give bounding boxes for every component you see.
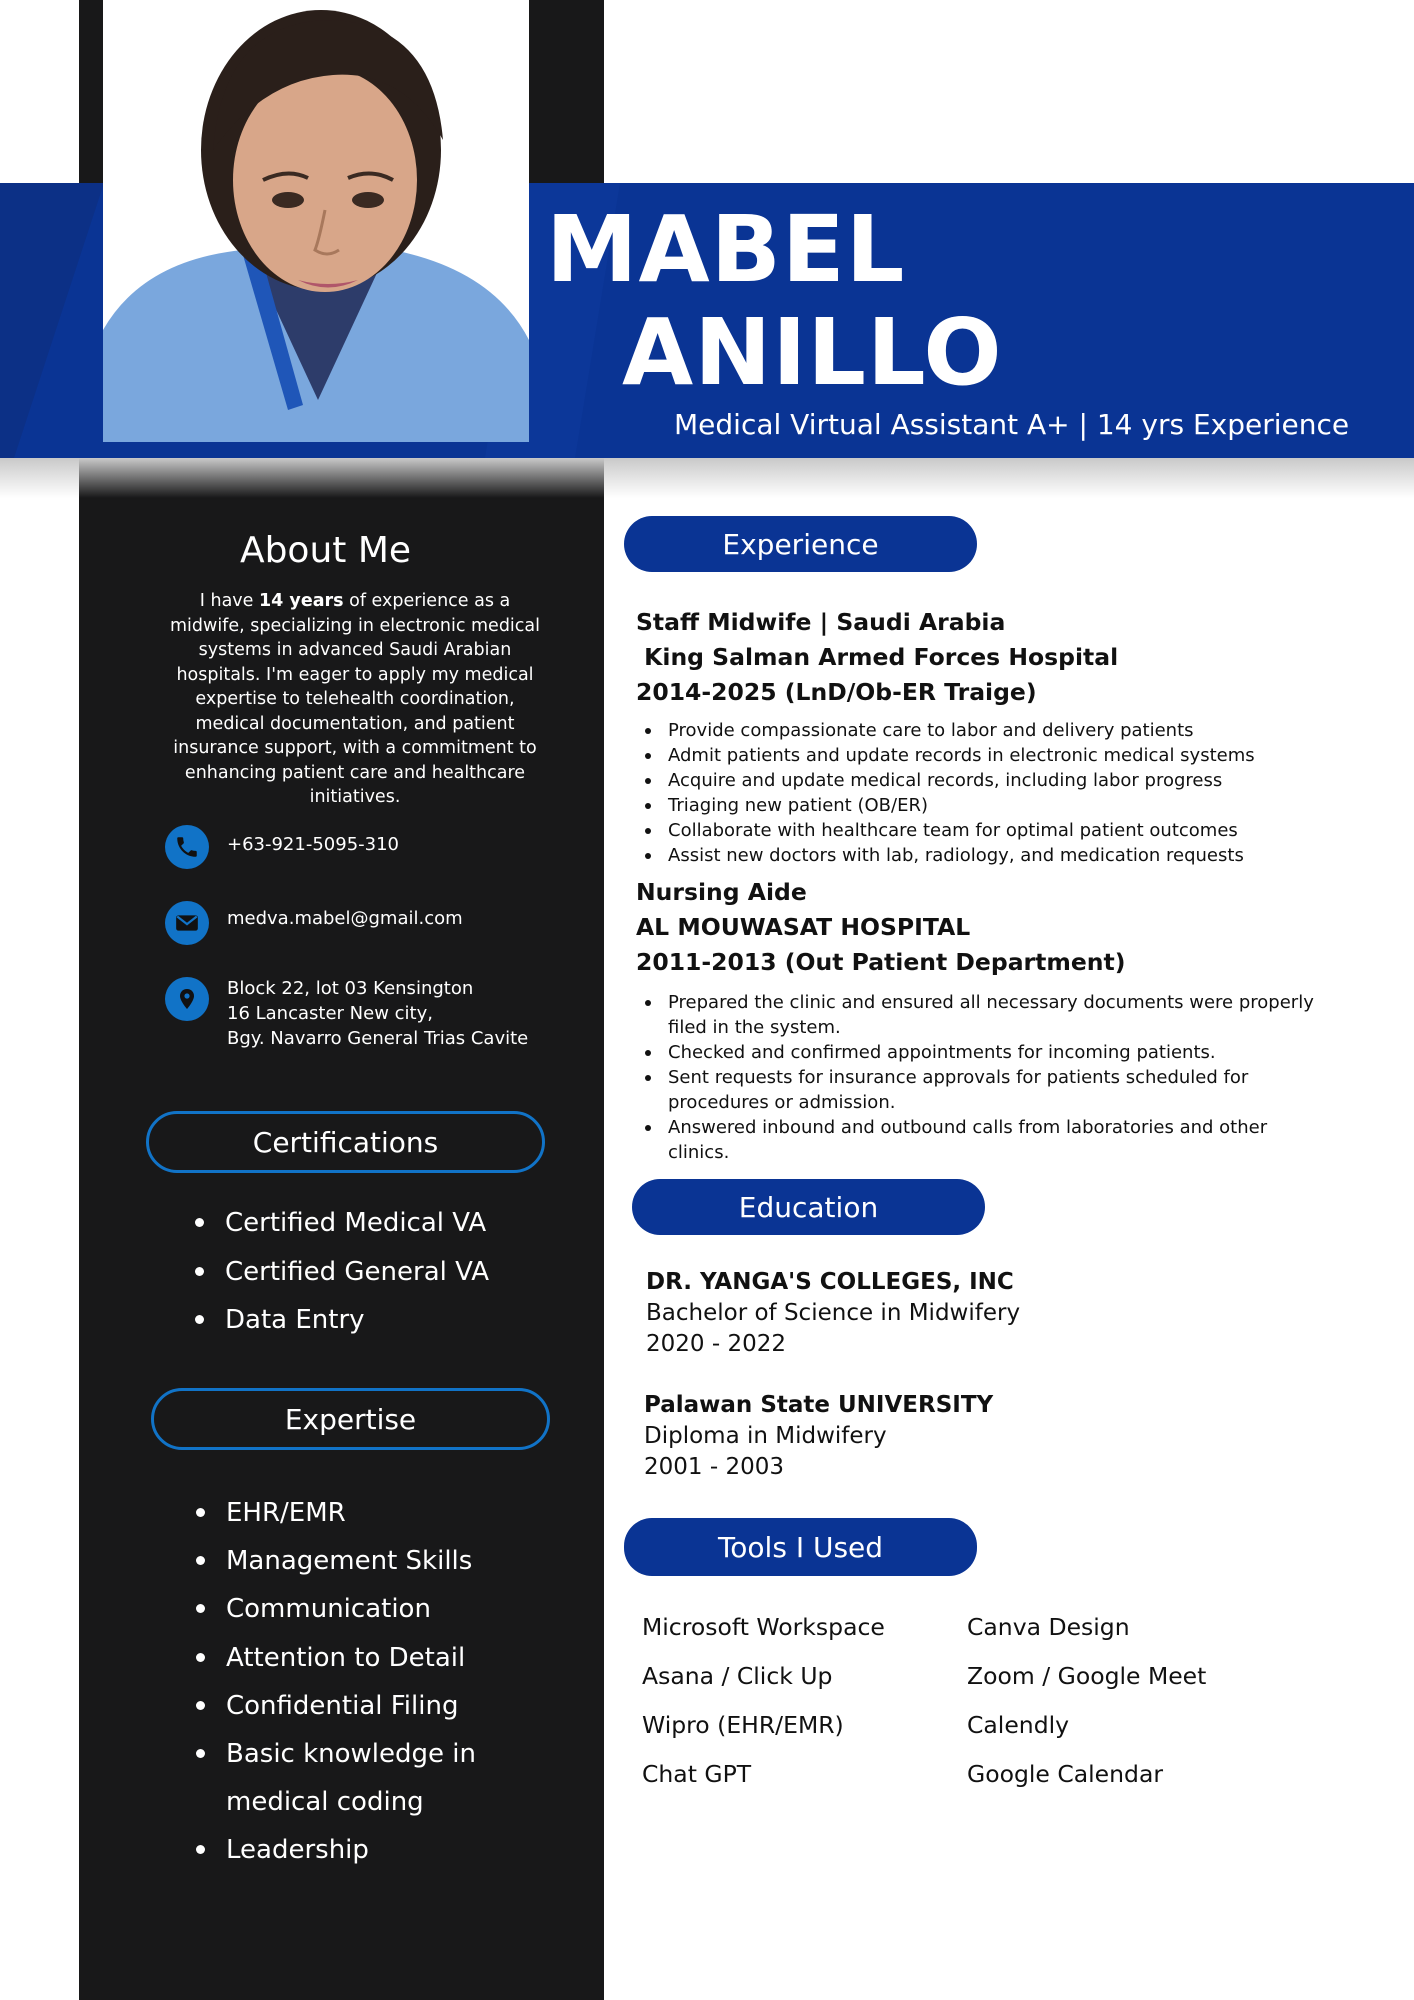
experience-heading: Experience	[624, 516, 977, 572]
expertise-list	[196, 1489, 476, 1875]
profile-photo	[103, 0, 529, 442]
tool-item: Chat GPT	[642, 1760, 752, 1788]
tool-item: Asana / Click Up	[642, 1662, 833, 1690]
list-item: Leadership	[196, 1826, 476, 1874]
duty-item: Provide compassionate care to labor and delivery patients	[636, 718, 1316, 743]
duty-item: Checked and confirmed appointments for incoming patients.	[636, 1040, 1316, 1065]
list-item: EHR/EMR	[196, 1489, 476, 1537]
duty-item: Prepared the clinic and ensured all necessary documents were properly filed in the system.	[636, 990, 1316, 1040]
duty-item: Admit patients and update records in electronic medical systems	[636, 743, 1316, 768]
list-item: Basic knowledge in	[196, 1730, 476, 1778]
school-name: Palawan State UNIVERSITY	[644, 1392, 994, 1418]
job-2-duties	[636, 990, 1316, 1165]
duty-item: Sent requests for insurance approvals for patients scheduled for procedures or admission.	[636, 1065, 1316, 1115]
school-name: DR. YANGA'S COLLEGES, INC	[646, 1269, 1014, 1295]
expertise-heading: Expertise	[151, 1388, 550, 1450]
job-2-employer: AL MOUWASAT HOSPITAL	[636, 913, 971, 941]
certifications-list	[195, 1199, 489, 1345]
last-name: ANILLO	[622, 299, 1003, 406]
tool-item: Canva Design	[967, 1613, 1130, 1641]
duty-item: Answered inbound and outbound calls from laboratories and other clinics.	[636, 1115, 1316, 1165]
contact-email[interactable]	[165, 901, 463, 945]
list-item: Management Skills	[196, 1537, 476, 1585]
tools-right-column	[967, 1613, 1206, 1809]
about-text-before: I have	[199, 591, 259, 611]
contact-address	[165, 977, 528, 1051]
duty-item: Acquire and update medical records, including labor progress	[636, 768, 1316, 793]
job-1-dates: 2014-2025 (LnD/Ob-ER Traige)	[636, 678, 1037, 706]
job-1-header	[636, 605, 1118, 710]
education-entry-1	[646, 1267, 1020, 1360]
email-address: medva.mabel@gmail.com	[227, 908, 463, 929]
job-1-duties	[636, 718, 1316, 868]
list-item-continued: medical coding	[226, 1787, 424, 1818]
education-entry-2	[644, 1390, 993, 1483]
tools-heading: Tools I Used	[624, 1518, 977, 1576]
job-1-title: Staff Midwife | Saudi Arabia	[636, 608, 1006, 636]
education-heading: Education	[632, 1179, 985, 1235]
certifications-heading: Certifications	[146, 1111, 545, 1173]
list-item: Certified General VA	[195, 1248, 489, 1297]
tool-item: Google Calendar	[967, 1760, 1164, 1788]
banner-shadow	[0, 458, 1414, 498]
years: 2001 - 2003	[644, 1454, 784, 1480]
years: 2020 - 2022	[646, 1331, 786, 1357]
mail-icon	[165, 901, 209, 945]
job-1-employer: King Salman Armed Forces Hospital	[636, 643, 1119, 671]
phone-icon	[165, 825, 209, 869]
address-line: Bgy. Navarro General Trias Cavite	[227, 1028, 529, 1049]
job-2-dates: 2011-2013 (Out Patient Department)	[636, 948, 1126, 976]
list-item: Certified Medical VA	[195, 1199, 489, 1248]
tool-item: Wipro (EHR/EMR)	[642, 1711, 844, 1739]
tool-item: Microsoft Workspace	[642, 1613, 885, 1641]
job-2-header	[636, 875, 1126, 980]
list-item: Communication	[196, 1585, 476, 1633]
address-line: 16 Lancaster New city,	[227, 1003, 433, 1024]
tool-item: Zoom / Google Meet	[967, 1662, 1207, 1690]
tools-left-column	[642, 1613, 885, 1809]
about-text-bold: 14 years	[258, 591, 344, 611]
list-item: Data Entry	[195, 1296, 489, 1345]
job-subtitle: Medical Virtual Assistant A+ | 14 yrs Experience	[674, 408, 1350, 441]
duty-item: Triaging new patient (OB/ER)	[636, 793, 1316, 818]
job-2-title: Nursing Aide	[636, 878, 807, 906]
about-title: About Me	[239, 530, 412, 571]
location-pin-icon	[165, 977, 209, 1021]
duty-item: Assist new doctors with lab, radiology, and medication requests	[636, 843, 1316, 868]
phone-number: +63-921-5095-310	[227, 834, 399, 855]
contact-phone[interactable]	[165, 825, 399, 869]
degree: Diploma in Midwifery	[644, 1423, 887, 1449]
duty-item: Collaborate with healthcare team for optimal patient outcomes	[636, 818, 1316, 843]
degree: Bachelor of Science in Midwifery	[646, 1300, 1021, 1326]
first-name: MABEL	[546, 196, 906, 303]
address	[227, 976, 528, 1051]
address-line: Block 22, lot 03 Kensington	[227, 978, 474, 999]
list-item: Confidential Filing	[196, 1682, 476, 1730]
profile-photo-illustration	[103, 0, 529, 442]
about-text	[160, 589, 550, 810]
about-text-after: of experience as a midwife, specializing in electronic medical systems in advanced Saudi Arabian hospitals. I'm eager to apply my medical expertise to telehealth coordination, medical documentation, and patient insurance support, with a commitment to enhancing patient care and healthcare initiatives.	[169, 591, 541, 807]
list-item: Attention to Detail	[196, 1634, 476, 1682]
tool-item: Calendly	[967, 1711, 1070, 1739]
